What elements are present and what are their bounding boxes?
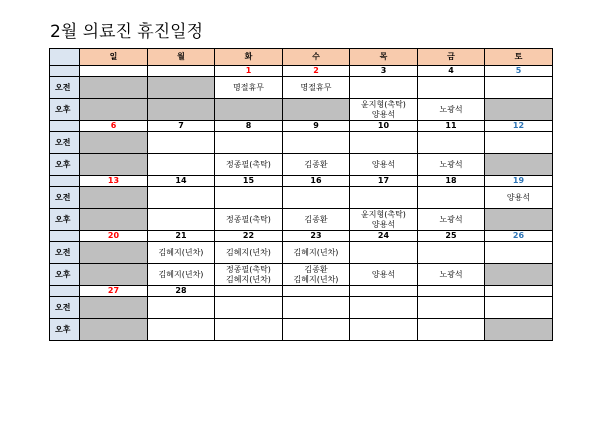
date-number: 17	[377, 176, 390, 185]
date-cell	[418, 66, 485, 77]
date-row	[50, 176, 553, 187]
schedule-cell	[283, 242, 350, 264]
schedule-cell	[148, 77, 215, 99]
date-number: 8	[245, 121, 252, 130]
date-number: 2	[313, 66, 319, 75]
page-title: 2월 의료진 휴진일정	[50, 22, 203, 42]
schedule-cell	[148, 264, 215, 286]
date-number: 7	[178, 121, 184, 130]
date-cell	[418, 286, 485, 297]
slot-row-pm	[50, 99, 553, 121]
date-row	[50, 286, 553, 297]
date-cell	[80, 66, 148, 77]
schedule-entry: 김종환	[304, 214, 328, 224]
slot-label: 오후	[50, 264, 80, 286]
schedule-cell	[485, 154, 553, 176]
schedule-cell	[485, 297, 553, 319]
slot-row-pm	[50, 209, 553, 231]
schedule-cell	[485, 319, 553, 341]
schedule-cell	[350, 187, 418, 209]
schedule-cell	[80, 297, 148, 319]
schedule-cell	[215, 154, 283, 176]
schedule-cell	[148, 154, 215, 176]
slot-row-am	[50, 297, 553, 319]
date-cell	[215, 121, 283, 132]
schedule-cell	[485, 264, 553, 286]
schedule-cell	[283, 77, 350, 99]
schedule-cell	[283, 99, 350, 121]
date-number: 4	[448, 66, 454, 75]
schedule-entry: 김혜지(년차)	[158, 247, 204, 257]
schedule-entry: 김혜지(년차)	[293, 247, 339, 257]
date-cell	[485, 286, 553, 297]
date-number: 27	[107, 286, 120, 295]
slot-row-pm	[50, 154, 553, 176]
schedule-cell	[418, 99, 485, 121]
date-row	[50, 66, 553, 77]
schedule-entry: 김혜지(년차)	[226, 274, 271, 284]
slot-row-pm	[50, 319, 553, 341]
schedule-entry: 김혜지(년차)	[158, 269, 204, 279]
date-cell	[215, 231, 283, 242]
date-cell	[350, 176, 418, 187]
schedule-cell	[148, 319, 215, 341]
schedule-cell	[80, 154, 148, 176]
weekday-header-row	[50, 49, 553, 66]
schedule-cell	[215, 297, 283, 319]
schedule-entry: 양용석	[506, 192, 531, 202]
schedule-cell	[485, 209, 553, 231]
schedule-cell	[80, 132, 148, 154]
date-cell	[80, 176, 148, 187]
slot-row-am	[50, 77, 553, 99]
date-cell	[418, 231, 485, 242]
slot-label: 오전	[50, 132, 80, 154]
schedule-cell	[215, 264, 283, 286]
schedule-cell	[350, 209, 418, 231]
schedule-cell	[283, 132, 350, 154]
date-row	[50, 231, 553, 242]
schedule-cell	[215, 99, 283, 121]
schedule-cell	[80, 319, 148, 341]
schedule-entry: 윤지형(촉탁)	[361, 209, 406, 219]
schedule-cell	[283, 297, 350, 319]
slot-label: 오전	[50, 297, 80, 319]
schedule-entry: 양용석	[371, 219, 396, 229]
date-number: 19	[512, 176, 525, 185]
schedule-entry: 정종필(촉탁)	[226, 214, 271, 224]
date-cell	[80, 286, 148, 297]
weekday-header: 토	[485, 49, 553, 66]
schedule-cell	[148, 242, 215, 264]
schedule-entry: 양용석	[371, 269, 396, 279]
schedule-cell	[350, 242, 418, 264]
date-cell	[283, 231, 350, 242]
weekday-header: 금	[418, 49, 485, 66]
date-cell	[350, 286, 418, 297]
date-number: 21	[175, 231, 187, 240]
schedule-entry: 김혜지(년차)	[293, 274, 339, 284]
date-number: 6	[110, 121, 117, 130]
weekday-header: 일	[80, 49, 148, 66]
schedule-cell	[148, 99, 215, 121]
schedule-cell	[350, 77, 418, 99]
schedule-cell	[148, 132, 215, 154]
date-number: 11	[445, 121, 457, 130]
date-cell	[215, 66, 283, 77]
schedule-cell	[215, 319, 283, 341]
date-cell	[350, 66, 418, 77]
slot-label: 오전	[50, 77, 80, 99]
schedule-cell	[485, 99, 553, 121]
schedule-cell	[80, 187, 148, 209]
date-cell	[283, 66, 350, 77]
schedule-cell	[215, 242, 283, 264]
schedule-cell	[80, 264, 148, 286]
date-number: 3	[380, 66, 387, 75]
header-corner-cell	[50, 49, 80, 66]
schedule-calendar	[49, 48, 553, 341]
date-cell	[148, 231, 215, 242]
schedule-cell	[215, 77, 283, 99]
schedule-cell	[485, 77, 553, 99]
date-row-label-cell	[50, 231, 80, 242]
schedule-cell	[148, 187, 215, 209]
date-number: 13	[107, 176, 120, 185]
schedule-cell	[350, 264, 418, 286]
date-cell	[418, 121, 485, 132]
schedule-cell	[350, 154, 418, 176]
slot-row-am	[50, 132, 553, 154]
date-number: 15	[242, 176, 255, 185]
date-number: 25	[445, 231, 457, 240]
date-cell	[418, 176, 485, 187]
schedule-entry: 김종환	[304, 264, 328, 274]
date-cell	[350, 231, 418, 242]
date-number: 22	[242, 231, 255, 240]
schedule-cell	[418, 242, 485, 264]
date-row-label-cell	[50, 121, 80, 132]
schedule-cell	[148, 297, 215, 319]
date-number: 16	[310, 176, 322, 185]
slot-label: 오후	[50, 154, 80, 176]
schedule-cell	[418, 297, 485, 319]
schedule-cell	[283, 154, 350, 176]
schedule-cell	[485, 187, 553, 209]
date-row-label-cell	[50, 66, 80, 77]
weekday-header: 수	[283, 49, 350, 66]
date-cell	[148, 66, 215, 77]
date-number: 12	[512, 121, 525, 130]
schedule-entry: 정종필(촉탁)	[226, 159, 271, 169]
weekday-header: 화	[215, 49, 283, 66]
weekday-header: 월	[148, 49, 215, 66]
date-row-label-cell	[50, 286, 80, 297]
schedule-entry: 정종필(촉탁)	[226, 264, 271, 274]
slot-label: 오전	[50, 187, 80, 209]
date-cell	[148, 121, 215, 132]
schedule-entry: 명절휴무	[233, 82, 264, 92]
schedule-cell	[80, 77, 148, 99]
schedule-cell	[418, 132, 485, 154]
slot-label: 오후	[50, 209, 80, 231]
schedule-entry: 김혜지(년차)	[226, 247, 271, 257]
schedule-cell	[350, 99, 418, 121]
schedule-cell	[215, 209, 283, 231]
date-number: 28	[175, 286, 187, 295]
date-cell	[485, 66, 553, 77]
schedule-cell	[215, 132, 283, 154]
schedule-cell	[283, 187, 350, 209]
schedule-cell	[418, 77, 485, 99]
date-row	[50, 121, 553, 132]
date-number: 26	[512, 231, 525, 240]
schedule-entry: 명절휴무	[300, 82, 332, 92]
date-number: 5	[515, 66, 522, 75]
date-number: 9	[313, 121, 319, 130]
schedule-entry: 노광석	[439, 214, 463, 224]
date-row-label-cell	[50, 176, 80, 187]
schedule-cell	[350, 319, 418, 341]
date-number: 1	[245, 66, 252, 75]
schedule-cell	[80, 99, 148, 121]
schedule-cell	[418, 209, 485, 231]
schedule-cell	[80, 209, 148, 231]
schedule-cell	[350, 297, 418, 319]
slot-row-pm	[50, 264, 553, 286]
schedule-cell	[148, 209, 215, 231]
schedule-cell	[418, 154, 485, 176]
schedule-entry: 양용석	[371, 159, 396, 169]
schedule-cell	[350, 132, 418, 154]
date-cell	[148, 176, 215, 187]
slot-label: 오후	[50, 319, 80, 341]
date-cell	[283, 121, 350, 132]
date-cell	[485, 121, 553, 132]
schedule-cell	[485, 132, 553, 154]
date-cell	[80, 121, 148, 132]
date-cell	[350, 121, 418, 132]
date-cell	[80, 231, 148, 242]
date-number: 20	[107, 231, 120, 240]
slot-row-am	[50, 187, 553, 209]
schedule-cell	[418, 264, 485, 286]
date-number: 10	[377, 121, 390, 130]
date-cell	[485, 231, 553, 242]
weekday-header: 목	[350, 49, 418, 66]
schedule-cell	[283, 319, 350, 341]
date-cell	[283, 176, 350, 187]
schedule-entry: 노광석	[439, 159, 463, 169]
schedule-cell	[418, 187, 485, 209]
date-cell	[215, 176, 283, 187]
schedule-entry: 김종환	[304, 159, 328, 169]
date-number: 18	[445, 176, 457, 185]
schedule-entry: 노광석	[439, 104, 463, 114]
date-number: 24	[377, 231, 390, 240]
slot-label: 오전	[50, 242, 80, 264]
date-number: 23	[310, 231, 322, 240]
date-cell	[283, 286, 350, 297]
schedule-entry: 양용석	[371, 109, 396, 119]
date-cell	[215, 286, 283, 297]
date-number: 14	[175, 176, 187, 185]
schedule-entry: 윤지형(촉탁)	[361, 99, 406, 109]
schedule-cell	[485, 242, 553, 264]
date-cell	[485, 176, 553, 187]
schedule-cell	[283, 209, 350, 231]
schedule-cell	[283, 264, 350, 286]
date-cell	[148, 286, 215, 297]
schedule-cell	[80, 242, 148, 264]
schedule-cell	[418, 319, 485, 341]
schedule-cell	[215, 187, 283, 209]
slot-row-am	[50, 242, 553, 264]
schedule-entry: 노광석	[439, 269, 463, 279]
slot-label: 오후	[50, 99, 80, 121]
